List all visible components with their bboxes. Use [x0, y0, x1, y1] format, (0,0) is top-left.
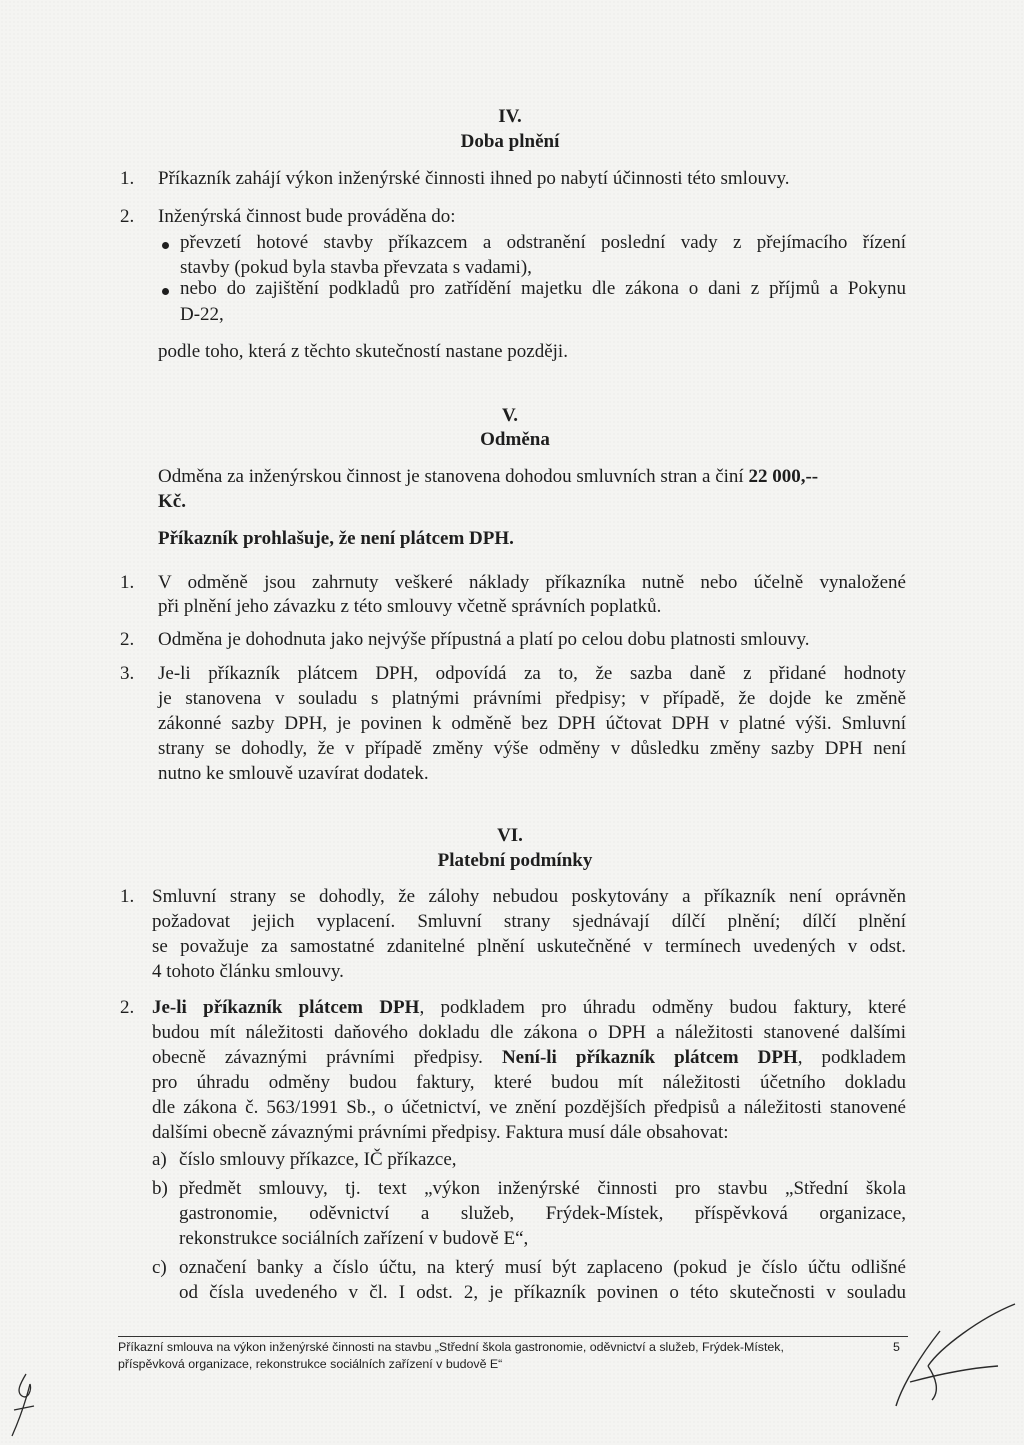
section-vi-item1-line2: požadovat jejich vyplacení. Smluvní strany sjednávají dílčí plnění; dílčí plnění: [152, 911, 906, 932]
sub-item-b-label: b): [152, 1178, 168, 1199]
section-iv-item1-text: Příkazník zahájí výkon inženýrské činnosti ihned po nabytí účinnosti této smlouvy.: [158, 168, 790, 189]
section-iv-bullet2-line2: D-22,: [180, 304, 224, 325]
footer-line2: příspěvková organizace, rekonstrukce sociálních zařízení v budově E“: [118, 1357, 503, 1371]
sub-item-c-line2: od čísla uvedeného v čl. I odst. 2, je příkazník povinen o této skutečnosti v souladu: [179, 1282, 906, 1303]
vat-payer-clause-rest: , podkladem pro úhradu odměny budou faktury, které: [419, 997, 907, 1018]
sub-item-c-line1: označení banky a číslo účtu, na který musí být zaplaceno (pokud je číslo účtu odlišné: [179, 1257, 906, 1278]
section-v-item3-line2: je stanovena v souladu s platnými právními předpisy; v případě, že dojde ke změně: [158, 688, 906, 709]
section-vi-item2-line4: pro úhradu odměny budou faktury, které budou mít náležitosti účetního dokladu: [152, 1072, 906, 1093]
footer-divider: [118, 1336, 908, 1337]
section-v-numeral: V.: [501, 405, 519, 426]
section-vi-item2-line5: dle zákona č. 563/1991 Sb., o účetnictví, ve znění pozdějších předpisů a náležitosti stanovené: [152, 1097, 906, 1118]
section-v-item1-number: 1.: [120, 572, 135, 593]
bullet-icon: [162, 288, 169, 295]
section-iv-outro: podle toho, která z těchto skutečností nastane později.: [158, 341, 568, 362]
section-v-item2-number: 2.: [120, 629, 135, 650]
reward-amount: 22 000,--: [748, 466, 819, 487]
sub-item-a-label: a): [152, 1149, 167, 1170]
section-vi-item2-line6: dalšími obecně závaznými právními předpisy. Faktura musí dále obsahovat:: [152, 1122, 729, 1143]
line3-start: obecně závaznými právními předpisy.: [152, 1047, 502, 1068]
section-iv-title: Doba plnění: [460, 131, 560, 152]
sub-item-c-label: c): [152, 1257, 167, 1278]
section-iv-item2-intro: Inženýrská činnost bude prováděna do:: [158, 206, 456, 227]
sub-item-b-line3: rekonstrukce sociálních zařízení v budově E“,: [179, 1228, 529, 1249]
section-v-item3-number: 3.: [120, 663, 135, 684]
section-iv-bullet1-line2: stavby (pokud byla stavba převzata s vadami),: [180, 257, 532, 278]
reward-text: Odměna za inženýrskou činnost je stanovena dohodou smluvních stran a činí: [158, 466, 749, 487]
bullet-icon: [162, 242, 169, 249]
section-v-item3-line4: strany se dohodly, že v případě změny výše odměny v důsledku změny sazby DPH není: [158, 738, 906, 759]
footer-line1: Příkazní smlouva na výkon inženýrské činnosti na stavbu „Střední škola gastronomie, oděvnictví a služeb, Frýdek-Místek,: [118, 1340, 784, 1354]
initials-icon: [6, 1370, 40, 1440]
section-iv-numeral: IV.: [498, 106, 522, 127]
non-vat-payer-clause: Není-li příkazník plátcem DPH: [501, 1047, 798, 1068]
section-vi-numeral: VI.: [497, 825, 523, 846]
section-vi-item2-line1: [152, 995, 906, 1021]
section-v-item2-text: Odměna je dohodnuta jako nejvýše přípustná a platí po celou dobu platnosti smlouvy.: [158, 629, 810, 650]
section-v-item1-line2: při plnění jeho závazku z této smlouvy včetně správních poplatků.: [158, 596, 662, 617]
sub-item-a-text: číslo smlouvy příkazce, IČ příkazce,: [179, 1149, 457, 1170]
section-v-reward-line1: [158, 464, 908, 490]
section-vi-item1-line1: Smluvní strany se dohodly, že zálohy nebudou poskytovány a příkazník není oprávněn: [152, 886, 906, 907]
vat-payer-clause: Je-li příkazník plátcem DPH: [152, 997, 420, 1018]
section-vi-item2-line2: budou mít náležitosti daňového dokladu dle zákona o DPH a náležitosti stanovené dalšími: [152, 1022, 906, 1043]
line3-end: , podkladem: [797, 1047, 906, 1068]
section-vi-item1-number: 1.: [120, 886, 135, 907]
section-v-item1-line1: V odměně jsou zahrnuty veškeré náklady příkazníka nutně nebo účelně vynaložené: [158, 572, 906, 593]
section-v-reward-line2: Kč.: [158, 491, 186, 512]
section-vi-item2-line3: [152, 1045, 906, 1071]
section-vi-item1-line4: 4 tohoto článku smlouvy.: [152, 961, 344, 982]
section-v-item3-line3: zákonné sazby DPH, je povinen k odměně bez DPH účtovat DPH v platné výši. Smluvní: [158, 713, 906, 734]
section-iv-item1-number: 1.: [120, 168, 135, 189]
section-vi-item1-line3: se považuje za samostatné zdanitelné plnění uskutečněné v termínech uvedených v odst.: [152, 936, 906, 957]
section-v-item3-line1: Je-li příkazník plátcem DPH, odpovídá za to, že sazba daně z přidané hodnoty: [158, 663, 906, 684]
section-v-item3-line5: nutno ke smlouvě uzavírat dodatek.: [158, 763, 429, 784]
section-iv-bullet2-line1: nebo do zajištění podkladů pro zatřídění majetku dle zákona o dani z příjmů a Pokynu: [180, 278, 906, 299]
sub-item-b-line1: předmět smlouvy, tj. text „výkon inženýrské činnosti pro stavbu „Střední škola: [179, 1178, 906, 1199]
section-vi-title: Platební podmínky: [437, 850, 593, 871]
section-vi-item2-number: 2.: [120, 997, 135, 1018]
sub-item-b-line2: gastronomie, oděvnictví a služeb, Frýdek-Místek, příspěvková organizace,: [179, 1203, 906, 1224]
section-iv-item2-number: 2.: [120, 206, 135, 227]
section-iv-bullet1-line1: převzetí hotové stavby příkazcem a odstranění poslední vady z přejímacího řízení: [180, 232, 906, 253]
footer-page-number: 5: [893, 1340, 900, 1354]
signature-icon: [870, 1296, 1020, 1416]
section-v-title: Odměna: [480, 429, 550, 450]
vat-statement: Příkazník prohlašuje, že není plátcem DPH.: [158, 528, 514, 549]
